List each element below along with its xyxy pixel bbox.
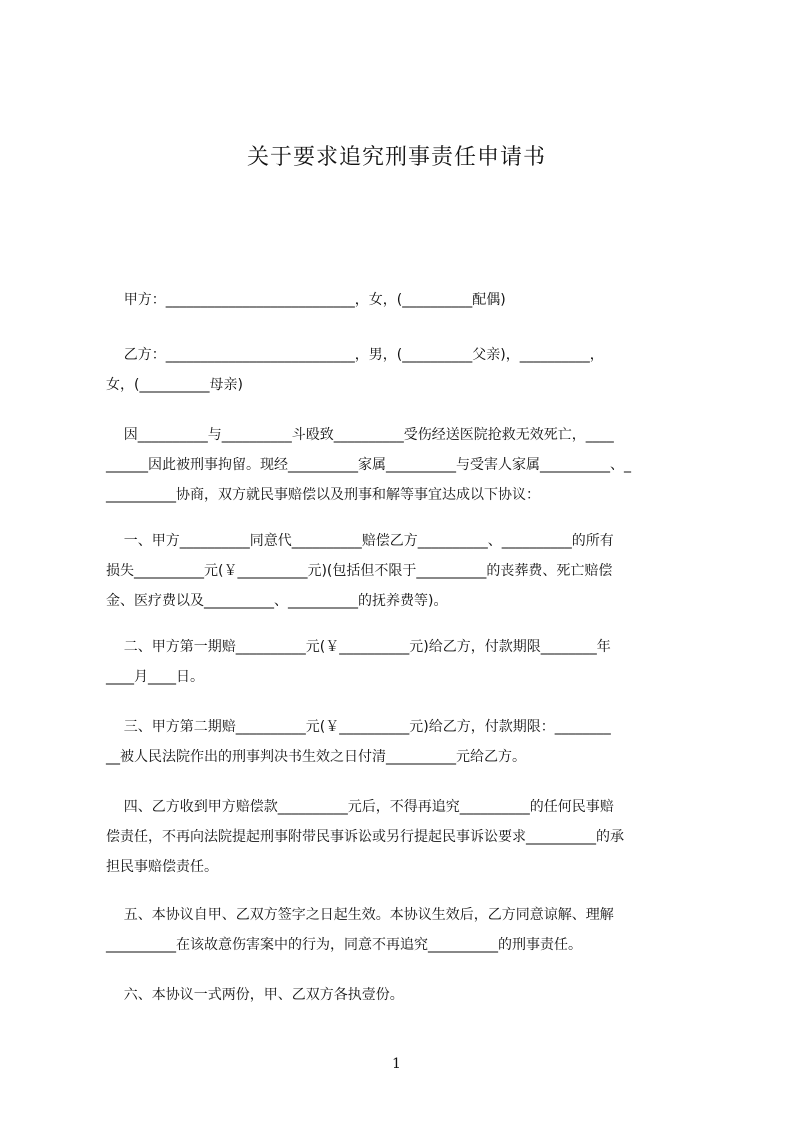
- paragraph-clause-4: [106, 792, 702, 882]
- paragraph-clause-5: [106, 900, 702, 960]
- text-line: __被人民法院作出的刑事判决书生效之日付清__________元给乙方。: [106, 749, 526, 765]
- paragraph-clause-6: [106, 980, 702, 1010]
- document-title: 关于要求追究刑事责任申请书: [246, 145, 546, 170]
- page-number: 1: [392, 1056, 401, 1072]
- paragraph-clause-2: [106, 632, 702, 692]
- text-line: __________协商，双方就民事赔偿以及刑事和解等事宜达成以下协议：: [106, 487, 540, 503]
- paragraph-clause-3: [106, 712, 702, 772]
- text-line: 甲方：___________________________，女，(__________配偶): [106, 292, 506, 308]
- text-line: 乙方：___________________________，男，(__________父亲)，__________，: [106, 347, 604, 363]
- text-line: 损失__________元(￥__________元)(包括但不限于__________的丧葬费、死亡赔偿: [106, 563, 613, 579]
- text-line: 二、甲方第一期赔__________元(￥__________元)给乙方，付款期限________年: [106, 639, 611, 655]
- text-line: 一、甲方__________同意代__________赔偿乙方__________、__________的所有: [106, 533, 614, 549]
- text-line: 因__________与__________斗殴致__________受伤经送医院抢救无效死亡，____: [106, 427, 614, 443]
- text-line: 担民事赔偿责任。: [106, 859, 218, 875]
- text-line: 六、本协议一式两份，甲、乙双方各执壹份。: [106, 987, 404, 1003]
- text-line: __________在该故意伤害案中的行为，同意不再追究__________的刑事责任。: [106, 937, 582, 953]
- text-line: ____月____日。: [106, 669, 204, 685]
- text-line: 四、乙方收到甲方赔偿款__________元后，不得再追究__________的任何民事赔: [106, 799, 614, 815]
- text-line: 三、甲方第二期赔__________元(￥__________元)给乙方，付款期限：________: [106, 719, 611, 735]
- text-line: 金、医疗费以及__________、__________的抚养费等)。: [106, 593, 448, 609]
- paragraph-party-b: [106, 340, 702, 400]
- paragraph-cause: [106, 420, 702, 510]
- text-line: 五、本协议自甲、乙双方签字之日起生效。本协议生效后，乙方同意谅解、理解: [106, 907, 614, 923]
- text-line: ______因此被刑事拘留。现经__________家属__________与受害人家属__________、_: [106, 457, 631, 473]
- paragraph-clause-1: [106, 526, 702, 616]
- text-line: 偿责任，不再向法院提起刑事附带民事诉讼或另行提起民事诉讼要求__________的承: [106, 829, 624, 845]
- paragraph-party-a: [106, 285, 702, 315]
- text-line: 女，(__________母亲): [106, 377, 243, 393]
